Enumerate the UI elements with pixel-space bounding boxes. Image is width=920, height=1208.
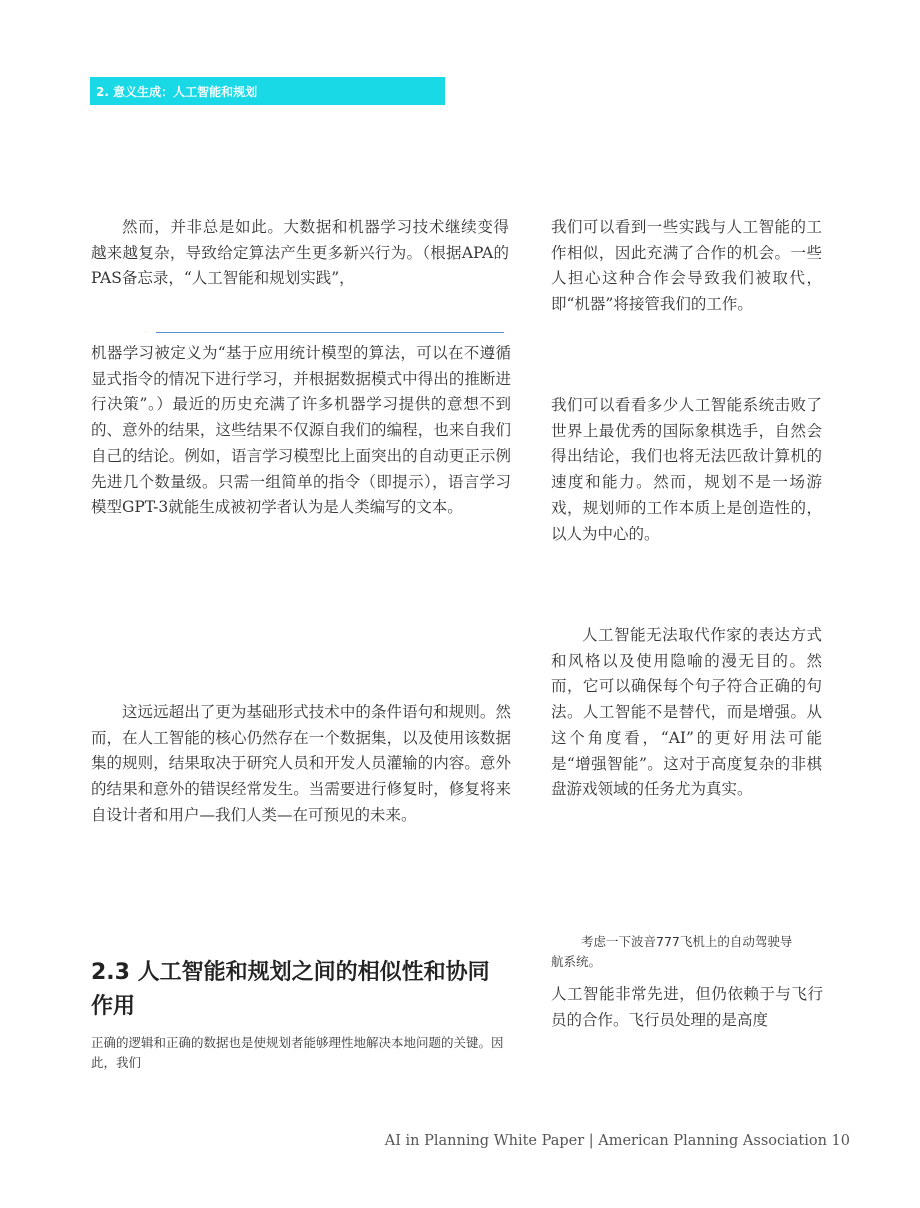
left-paragraph-2: 机器学习被定义为“基于应用统计模型的算法，可以在不遵循显式指令的情况下进行学习，并根据数据模式中得出的推断进行决策”。）最近的历史充满了许多机器学习提供的意想不到的、意外的结果，这些结果不仅源自我们的编程，也来自我们自己的结论。例如，语言学习模型比上面突出的自动更正示例先进几个数量级。只需一组简单的指令（即提示），语言学习模型GPT-3就能生成被初学者认为是人类编写的文本。 [91, 344, 511, 517]
section-header-label: 2. 意义生成：人工智能和规划 [96, 85, 258, 99]
page-footer: AI in Planning White Paper | American Planning Association 10 [384, 1133, 850, 1149]
right-paragraph-2: 我们可以看看多少人工智能系统击败了世界上最优秀的国际象棋选手，自然会得出结论，我们也将无法匹敌计算机的速度和能力。然而，规划不是一场游戏，规划师的工作本质上是创造性的，以人为中心的。 [551, 396, 822, 543]
right-paragraph-1: 我们可以看到一些实践与人工智能的工作相似，因此充满了合作的机会。一些人担心这种合作会导致我们被取代，即“机器”将接管我们的工作。 [551, 218, 822, 314]
left-paragraph-3: 这远远超出了更为基础形式技术中的条件语句和规则。然而，在人工智能的核心仍然存在一个数据集，以及使用该数据集的规则，结果取决于研究人员和开发人员灌输的内容。意外的结果和意外的错误经常发生。当需要进行修复时，修复将来自设计者和用户—我们人类—在可预见的未来。 [91, 703, 511, 824]
section-heading: 2.3 人工智能和规划之间的相似性和协同作用 [91, 960, 490, 1019]
right-paragraph-5: 人工智能非常先进，但仍依赖于与飞行员的合作。飞行员处理的是高度 [551, 985, 823, 1029]
right-paragraph-4: 考虑一下波音777飞机上的自动驾驶导航系统。 [551, 934, 793, 969]
left-paragraph-1: 然而，并非总是如此。大数据和机器学习技术继续变得越来越复杂，导致给定算法产生更多新兴行为。（根据APA的PAS备忘录，“人工智能和规划实践”， [91, 218, 509, 288]
section-header-bar [90, 77, 445, 105]
section-body: 正确的逻辑和正确的数据也是使规划者能够理性地解决本地问题的关键。因此，我们 [91, 1035, 504, 1070]
divider-line [156, 332, 504, 333]
right-paragraph-3: 人工智能无法取代作家的表达方式和风格以及使用隐喻的漫无目的。然而，它可以确保每个句子符合正确的句法。人工智能不是替代，而是增强。从这个角度看，“AI”的更好用法可能是“增强智能”。这对于高度复杂的非棋盘游戏领域的任务尤为真实。 [551, 626, 822, 799]
